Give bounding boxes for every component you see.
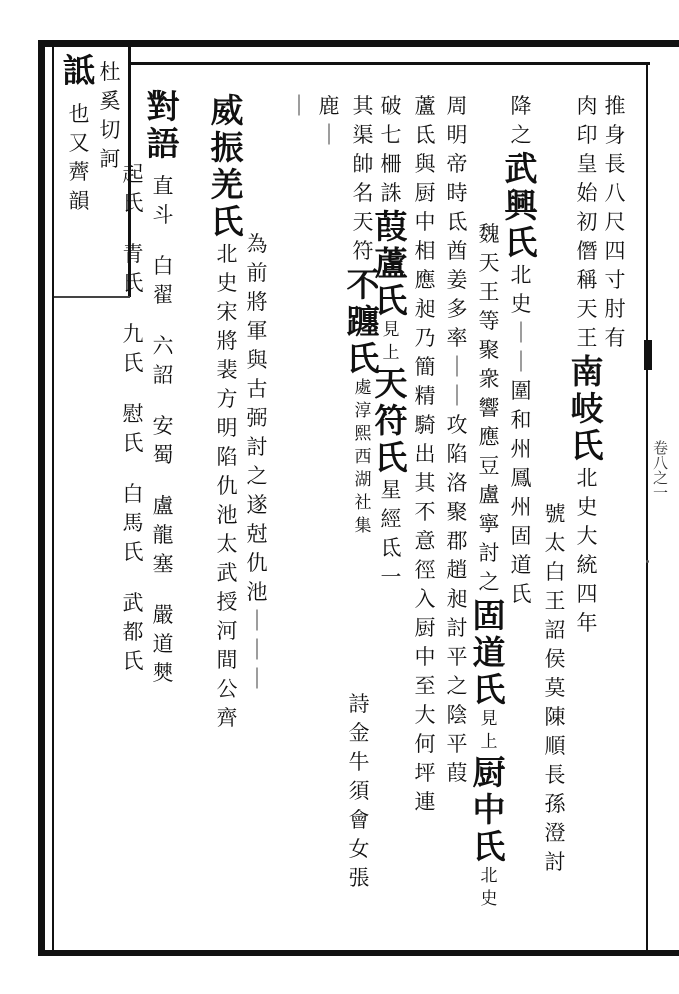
text-segment: 為 前 將 軍 與 古 弼 討 之 遂 尅 仇 池 ｜ ｜ ｜ [246,232,268,691]
text-segment: 固 道 氏 [472,596,506,709]
note-big-char-column [64,52,94,89]
text-column-1 [600,92,630,353]
text-segment: 北 史 [480,866,498,909]
note-column-2 [64,100,94,216]
text-segment: 慰 氏 [122,402,144,455]
text-column-15 [148,88,178,710]
margin-label: 卷八之一 [651,440,669,500]
text-segment: 對 語 [146,87,180,163]
text-segment: 詩 金 牛 須 會 女 張 [348,692,370,890]
text-column-7 [410,92,440,817]
text-column-16 [118,160,148,698]
text-segment: ｜ [288,94,310,118]
text-segment: 北 史 宋 將 裴 方 明 陷 仇 池 太 武 授 河 間 公 齊 [216,242,238,730]
text-column-9 [348,92,378,538]
text-column-10 [344,690,374,893]
text-segment: 盧 龍 塞 [152,494,174,576]
text-segment: 安 蜀 [152,414,174,467]
text-segment: 六 詔 [152,334,174,387]
text-segment: 推 身 長 八 尺 四 寸 肘 有 [604,94,626,350]
text-segment: 也 又 薺 韻 [68,102,90,213]
text-segment: 武 都 氏 [122,591,144,673]
fold-tab-mark [644,340,652,370]
text-segment: 白 馬 氏 [122,482,144,564]
text-column-11 [314,92,344,150]
text-segment: 降 之 [510,94,532,147]
text-segment: 其 渠 帥 [352,94,374,176]
text-segment: 星 經 氐 一 [380,478,402,589]
frame-bottom-rule [38,950,679,956]
text-segment: 處 淳 熙 西 湖 社 集 [354,378,372,536]
text-segment: 鹿 ｜ [318,94,340,147]
note-big-char: 詆 [62,51,96,90]
text-segment: 北 史 ｜ ｜ 圍 和 州 鳳 州 固 道 氏 [510,263,532,606]
frame-left-inner-rule [52,47,54,950]
text-segment: 九 氏 [122,322,144,375]
text-segment: 南 岐 氏 [570,352,604,465]
text-segment: 號 太 白 王 詔 侯 莫 陳 順 長 孫 澄 討 [544,502,566,874]
text-segment: 白 翟 [152,254,174,307]
text-column-3 [540,500,570,877]
text-segment: 起 氏 [122,162,144,215]
text-segment: 杜 奚 切 訶 [99,60,121,171]
text-segment: 見 上 [382,320,400,363]
frame-left-rule [38,40,45,956]
text-segment: 周 明 帝 時 氐 酋 姜 多 率 ｜ ｜ 攻 陷 洛 聚 郡 趙 昶 討 平 之 陰 平 葭 [446,94,468,785]
text-column-5 [474,220,504,911]
text-column-14 [242,230,272,694]
note-column-1 [95,58,125,174]
text-segment: 魏 天 王 等 聚 衆 響 應 豆 盧 寧 討 之 [478,222,500,594]
text-segment: 北 史 大 統 四 年 [576,466,598,635]
text-segment: 不 躔 氏 [346,265,380,378]
text-column-2 [572,92,602,638]
text-segment: 破 七 柵 誅 [380,94,402,205]
text-column-13 [212,92,242,733]
text-segment: 葭 蘆 氏 [374,207,408,320]
text-segment: 厨 中 氏 [472,753,506,866]
text-segment: 見 上 [480,709,498,752]
text-column-4 [506,92,536,609]
text-column-12 [284,92,314,121]
text-segment: 天 符 氏 [374,364,408,477]
text-segment: 武 興 氏 [504,149,538,262]
text-segment: 肉 印 皇 始 初 僭 稱 天 王 [576,94,598,350]
text-column-6 [442,92,472,788]
text-segment: 蘆 氐 與 厨 中 相 應 昶 乃 簡 精 騎 出 其 不 意 徑 入 厨 中 至 大 何 坪 連 [414,94,436,814]
frame-top-rule [38,40,679,47]
text-segment: 名 天 符 [352,181,374,263]
text-segment: 嚴 道 僰 [152,603,174,685]
margin-dot [646,560,649,563]
frame-right-rule [646,62,648,950]
frame-inner-top-rule [130,62,650,65]
text-segment: 直 斗 [152,174,174,227]
text-segment: 威 振 羌 氏 [210,91,244,241]
text-segment: 青 氏 [122,242,144,295]
text-column-8 [376,92,406,592]
